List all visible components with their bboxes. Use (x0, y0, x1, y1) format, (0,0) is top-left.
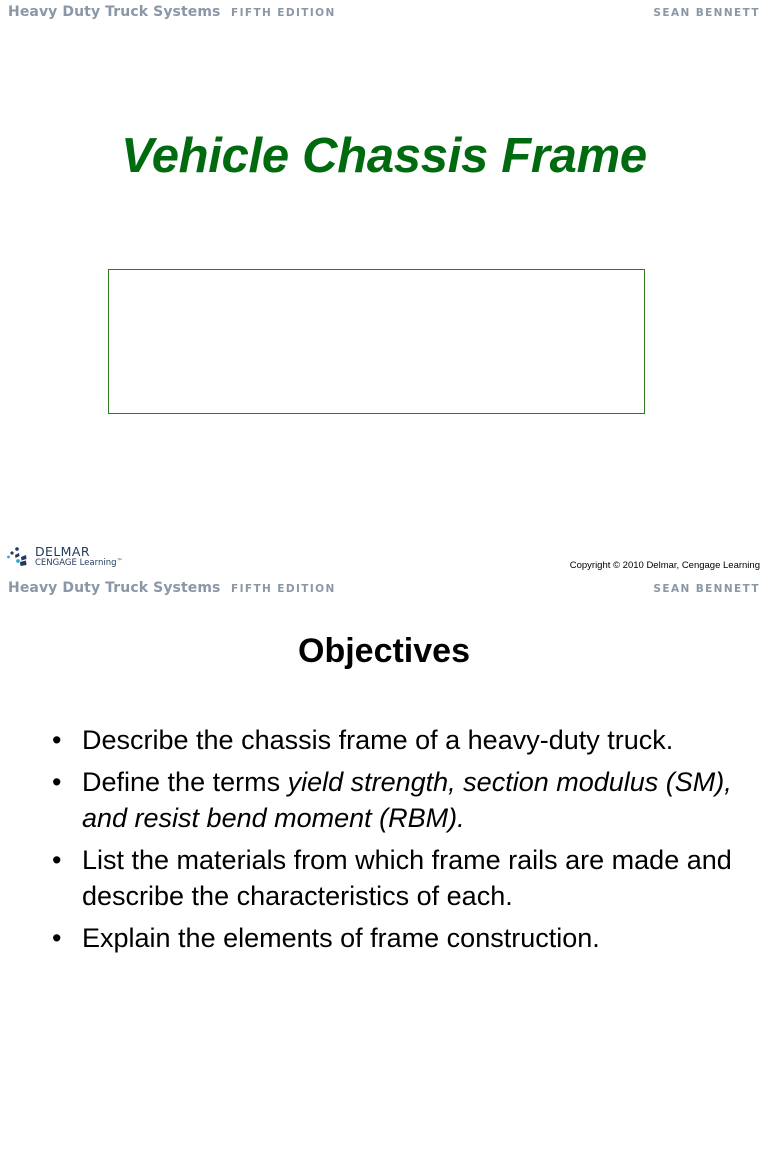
objectives-list (50, 722, 750, 962)
slide-header (0, 576, 768, 604)
bullet-icon: • (52, 923, 62, 953)
publisher-logo (6, 542, 146, 572)
objective-text-prefix: Define the terms (82, 767, 288, 797)
list-item (50, 764, 750, 836)
slide-title: Objectives (298, 632, 470, 670)
edition-label: FIFTH EDITION (231, 583, 336, 595)
book-title: Heavy Duty Truck Systems (8, 580, 221, 596)
delmar-logo-icon (6, 546, 30, 570)
image-placeholder-box (108, 269, 645, 414)
list-item (50, 842, 750, 914)
book-title: Heavy Duty Truck Systems (8, 4, 221, 20)
objectives-slide (0, 576, 768, 1152)
author-name: SEAN BENNETT (653, 7, 760, 19)
list-item (50, 722, 750, 758)
bullet-icon: • (52, 725, 62, 755)
bullet-icon: • (52, 767, 62, 797)
objective-text: Describe the chassis frame of a heavy-duty truck. (82, 725, 674, 755)
objective-text: Explain the elements of frame construction. (82, 923, 600, 953)
author-name: SEAN BENNETT (653, 583, 760, 595)
logo-subtitle: CENGAGE Learning™ (35, 558, 123, 568)
objective-text: List the materials from which frame rails are made and describe the characteristics of each. (82, 845, 732, 911)
list-item (50, 920, 750, 956)
copyright-notice: Copyright © 2010 Delmar, Cengage Learning (569, 560, 760, 571)
objective-terms: yield strength, section modulus (SM), and resist bend moment (RBM). (82, 767, 732, 833)
edition-label: FIFTH EDITION (231, 7, 336, 19)
logo-name: DELMAR (35, 544, 90, 559)
bullet-icon: • (52, 845, 62, 875)
slide-header (0, 0, 768, 28)
slide-title: Vehicle Chassis Frame (121, 129, 647, 183)
